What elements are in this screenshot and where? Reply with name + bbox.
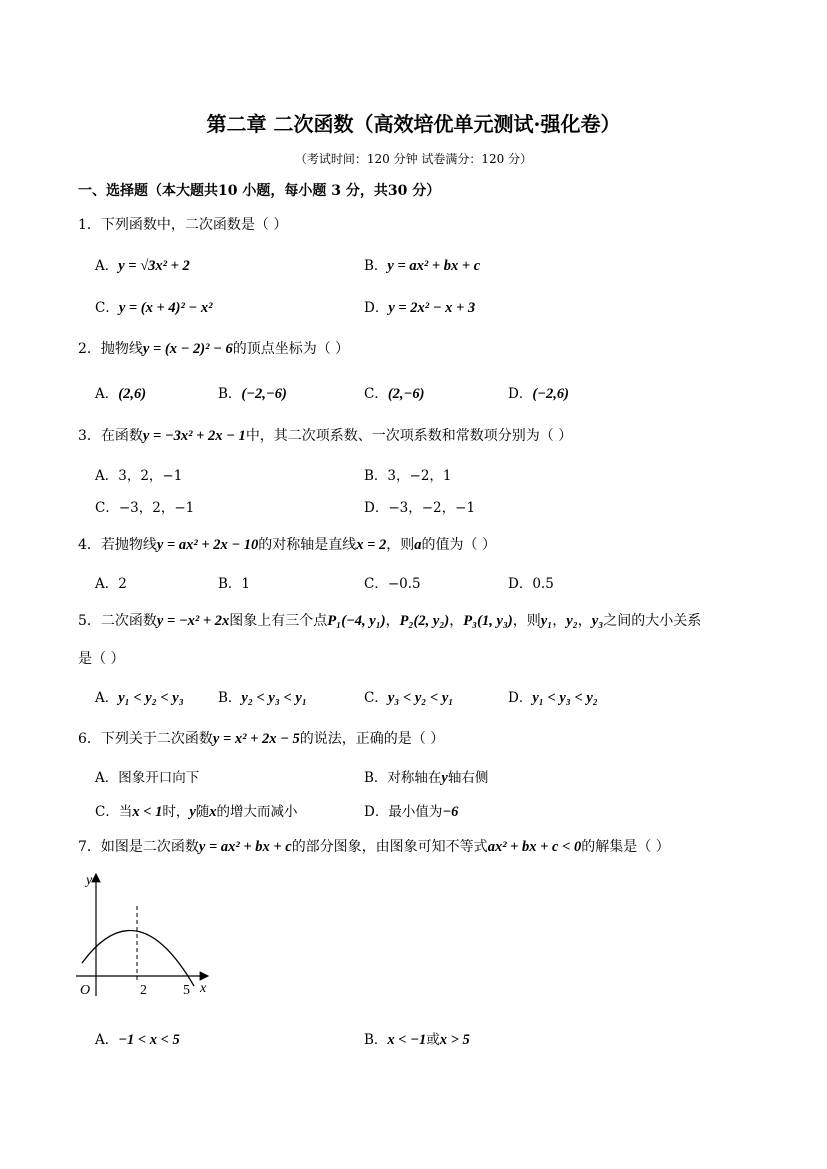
tick-label-2: 2 — [140, 983, 147, 998]
q7-option-a[interactable]: A．−1 < x < 5 — [95, 1032, 180, 1048]
q3-option-d[interactable]: D．−3，−2，−1 — [364, 500, 476, 516]
parabola-graph — [74, 868, 214, 1004]
q2-option-d[interactable]: D．(−2,6) — [508, 386, 569, 402]
q3-option-b[interactable]: B．3，−2，1 — [364, 468, 452, 484]
q4-option-b[interactable]: B．1 — [218, 576, 251, 592]
q4-option-d[interactable]: D．0.5 — [508, 576, 554, 592]
section-heading: 一、选择题（本大题共10 小题，每小题 3 分，共30 分） — [78, 183, 441, 199]
origin-label: O — [80, 983, 91, 998]
q1-option-b[interactable]: B．y = ax² + bx + c — [364, 258, 481, 274]
q3-option-a[interactable]: A．3，2，−1 — [95, 468, 183, 484]
q1-option-a[interactable]: A．y = √3x² + 2 — [95, 258, 190, 274]
q4-option-c[interactable]: C．−0.5 — [364, 576, 421, 592]
q5-option-c[interactable]: C．y₃ < y₂ < y₁ — [364, 690, 454, 706]
question-5-stem: 5．二次函数y = −x² + 2x图象上有三个点P₁(−4, y₁)，P₂(2, y₂)，P₃(1, y₃)，则y₁，y₂，y₃之间的大小关系 — [78, 613, 702, 629]
page-title: 第二章 二次函数（高效培优单元测试·强化卷） — [206, 112, 621, 136]
q5-option-a[interactable]: A．y₁ < y₂ < y₃ — [95, 690, 184, 706]
question-1-stem: 1．下列函数中，二次函数是（ ） — [78, 217, 288, 233]
question-3-stem: 3．在函数y = −3x² + 2x − 1中，其二次项系数、一次项系数和常数项分别为（ ） — [78, 428, 573, 444]
q4-option-a[interactable]: A．2 — [95, 576, 127, 592]
q6-option-d[interactable]: D．最小值为−6 — [364, 804, 459, 820]
q5-option-d[interactable]: D．y₁ < y₃ < y₂ — [508, 690, 598, 706]
q7-option-b[interactable]: B．x < −1或x > 5 — [364, 1032, 470, 1048]
q2-option-a[interactable]: A．(2,6) — [95, 386, 147, 402]
question-6-stem: 6．下列关于二次函数y = x² + 2x − 5的说法，正确的是（ ） — [78, 731, 445, 747]
q2-option-b[interactable]: B．(−2,−6) — [218, 386, 287, 402]
q6-option-a[interactable]: A．图象开口向下 — [95, 770, 200, 786]
q1-option-c[interactable]: C．y = (x + 4)² − x² — [95, 300, 213, 316]
y-axis-label: y — [86, 873, 93, 888]
tick-label-5: 5 — [183, 983, 190, 998]
parabola-curve — [82, 930, 194, 986]
q6-option-c[interactable]: C．当x < 1时，y随x的增大而减小 — [95, 804, 298, 820]
question-2-stem: 2．抛物线y = (x − 2)² − 6的顶点坐标为（ ） — [78, 341, 350, 357]
x-axis-label: x — [200, 981, 207, 996]
q1-option-d[interactable]: D．y = 2x² − x + 3 — [364, 300, 476, 316]
q3-option-c[interactable]: C．−3，2，−1 — [95, 500, 195, 516]
question-5-stem-cont: 是（ ） — [78, 651, 125, 667]
question-7-stem: 7．如图是二次函数y = ax² + bx + c的部分图象，由图象可知不等式ax² + bx + c < 0的解集是（ ） — [78, 839, 670, 855]
exam-info: （考试时间：120 分钟 试卷满分：120 分） — [294, 152, 533, 166]
q2-option-c[interactable]: C．(2,−6) — [364, 386, 425, 402]
q6-option-b[interactable]: B．对称轴在y轴右侧 — [364, 770, 489, 786]
question-4-stem: 4．若抛物线y = ax² + 2x − 10的对称轴是直线x = 2，则a的值为（ ） — [78, 537, 496, 553]
q5-option-b[interactable]: B．y₂ < y₃ < y₁ — [218, 690, 307, 706]
